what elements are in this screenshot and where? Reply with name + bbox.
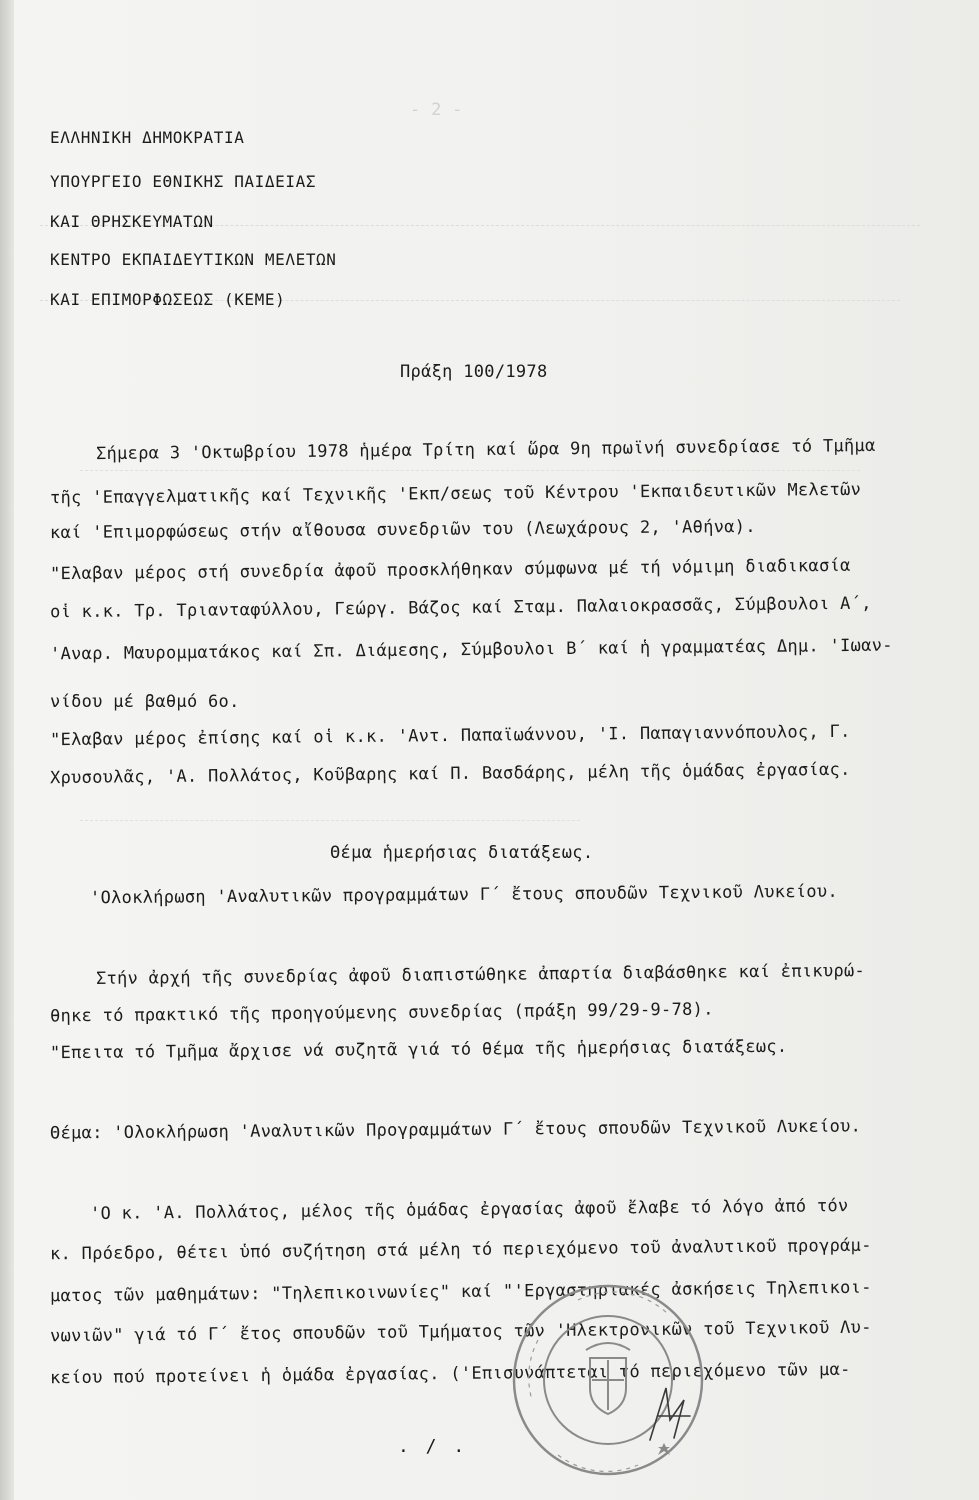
act-number: Πράξη 100/1978 bbox=[400, 362, 548, 382]
issuer-line-2: ΥΠΟΥΡΓΕΙΟ ΕΘΝΙΚΗΣ ΠΑΙΔΕΙΑΣ bbox=[50, 172, 317, 191]
coat-of-arms-icon bbox=[586, 1343, 630, 1414]
continuation-mark: . / . bbox=[398, 1436, 468, 1457]
paragraph2-line-3: "Επειτα τό Τμῆμα ἄρχισε νά συζητᾶ γιά τό θέμα τῆς ἡμερήσιας διατάξεως. bbox=[49, 1036, 788, 1064]
paragraph2-line-1: Στήν ἀρχή τῆς συνεδρίας ἀφοῦ διαπιστώθηκε ἀπαρτία διαβάσθηκε καί ἐπικυρώ- bbox=[95, 960, 866, 990]
agenda-heading: Θέμα ἡμερήσιας διατάξεως. bbox=[330, 843, 594, 863]
paragraph1-line-3: καί 'Επιμορφώσεως στήν αἴθουσα συνεδριῶν του (Λεωχάρους 2, 'Αθήνα). bbox=[49, 516, 756, 544]
paragraph3-line-2: κ. Πρόεδρο, θέτει ὑπό συζήτηση στά μέλη τό περιεχόμενο τοῦ ἀναλυτικοῦ προγράμ- bbox=[49, 1235, 872, 1265]
page-number: - 2 - bbox=[410, 100, 463, 120]
issuer-line-3: ΚΑΙ ΘΡΗΣΚΕΥΜΑΤΩΝ bbox=[50, 212, 214, 231]
agenda-item: 'Ολοκλήρωση 'Αναλυτικῶν προγραμμάτων Γ΄ ἔτους σπουδῶν Τεχνικοῦ Λυκείου. bbox=[89, 881, 839, 909]
paragraph3-line-3: ματος τῶν μαθημάτων: "Τηλεπικοινωνίες" καί "'Εργαστηριακές ἀσκήσεις Τηλεπικοι- bbox=[49, 1277, 872, 1307]
binding-edge bbox=[0, 0, 14, 1500]
paragraph1-line-7: νίδου μέ βαθμό 6ο. bbox=[50, 692, 240, 712]
paragraph1-line-6: 'Αναρ. Μαυρομματάκος καί Σπ. Διάμεσης, Σύμβουλοι Β΄ καί ἡ γραμματέας Δημ. 'Ιωαν- bbox=[49, 635, 893, 665]
paragraph1-line-8: "Ελαβαν μέρος ἐπίσης καί οἱ κ.κ. 'Αντ. Παπαϊωάννου, 'Ι. Παπαγιαννόπουλος, Γ. bbox=[49, 721, 851, 751]
paragraph3-line-1: 'Ο κ. 'Α. Πολλάτος, μέλος τῆς ὁμάδας ἐργασίας ἀφοῦ ἔλαβε τό λόγο ἀπό τόν bbox=[89, 1196, 849, 1224]
paragraph1-line-9: Χρυσουλᾶς, 'Α. Πολλάτος, Κοῦβαρης καί Π. Βασδάρης, μέλη τῆς ὁμάδας ἐργασίας. bbox=[49, 759, 851, 789]
handwritten-signature bbox=[640, 1380, 700, 1450]
issuer-line-1: ΕΛΛΗΝΙΚΗ ΔΗΜΟΚΡΑΤΙΑ bbox=[50, 128, 245, 147]
issuer-line-4: ΚΕΝΤΡΟ ΕΚΠΑΙΔΕΥΤΙΚΩΝ ΜΕΛΕΤΩΝ bbox=[50, 250, 337, 269]
paragraph3-line-5: κείου πού προτείνει ἡ ὁμάδα ἐργασίας. ('Επισυνάπτεται τό περιεχόμενο τῶν μα- bbox=[49, 1359, 851, 1389]
topic-line: Θέμα: 'Ολοκλήρωση 'Αναλυτικῶν Προγραμμάτων Γ΄ ἔτους σπουδῶν Τεχνικοῦ Λυκείου. bbox=[49, 1116, 862, 1144]
paragraph2-line-2: θηκε τό πρακτικό τῆς προηγούμενης συνεδρίας (πράξη 99/29-9-78). bbox=[49, 999, 714, 1027]
paragraph1-line-1: Σήμερα 3 'Οκτωβρίου 1978 ἡμέρα Τρίτη καί ὥρα 9η πρωϊνή συνεδρίασε τό Τμῆμα bbox=[95, 435, 876, 465]
paragraph1-line-2: τῆς 'Επαγγελματικῆς καί Τεχνικῆς 'Εκπ/σεως τοῦ Κέντρου 'Εκπαιδευτικῶν Μελετῶν bbox=[49, 479, 862, 509]
paragraph1-line-4: "Ελαβαν μέρος στή συνεδρία ἀφοῦ προσκλήθηκαν σύμφωνα μέ τή νόμιμη διαδικασία bbox=[49, 555, 851, 585]
paragraph1-line-5: οἱ κ.κ. Τρ. Τριανταφύλλου, Γεώργ. Βάζος καί Σταμ. Παλαιοκρασσᾶς, Σύμβουλοι Α΄, bbox=[49, 593, 872, 623]
issuer-line-5: ΚΑΙ ΕΠΙΜΟΡΦΩΣΕΩΣ (ΚΕΜΕ) bbox=[50, 290, 286, 309]
paragraph3-line-4: νωνιῶν" γιά τό Γ΄ ἔτος σπουδῶν τοῦ Τμήματος τῶν 'Ηλεκτρονικῶν τοῦ Τεχνικοῦ Λυ- bbox=[49, 1317, 872, 1347]
